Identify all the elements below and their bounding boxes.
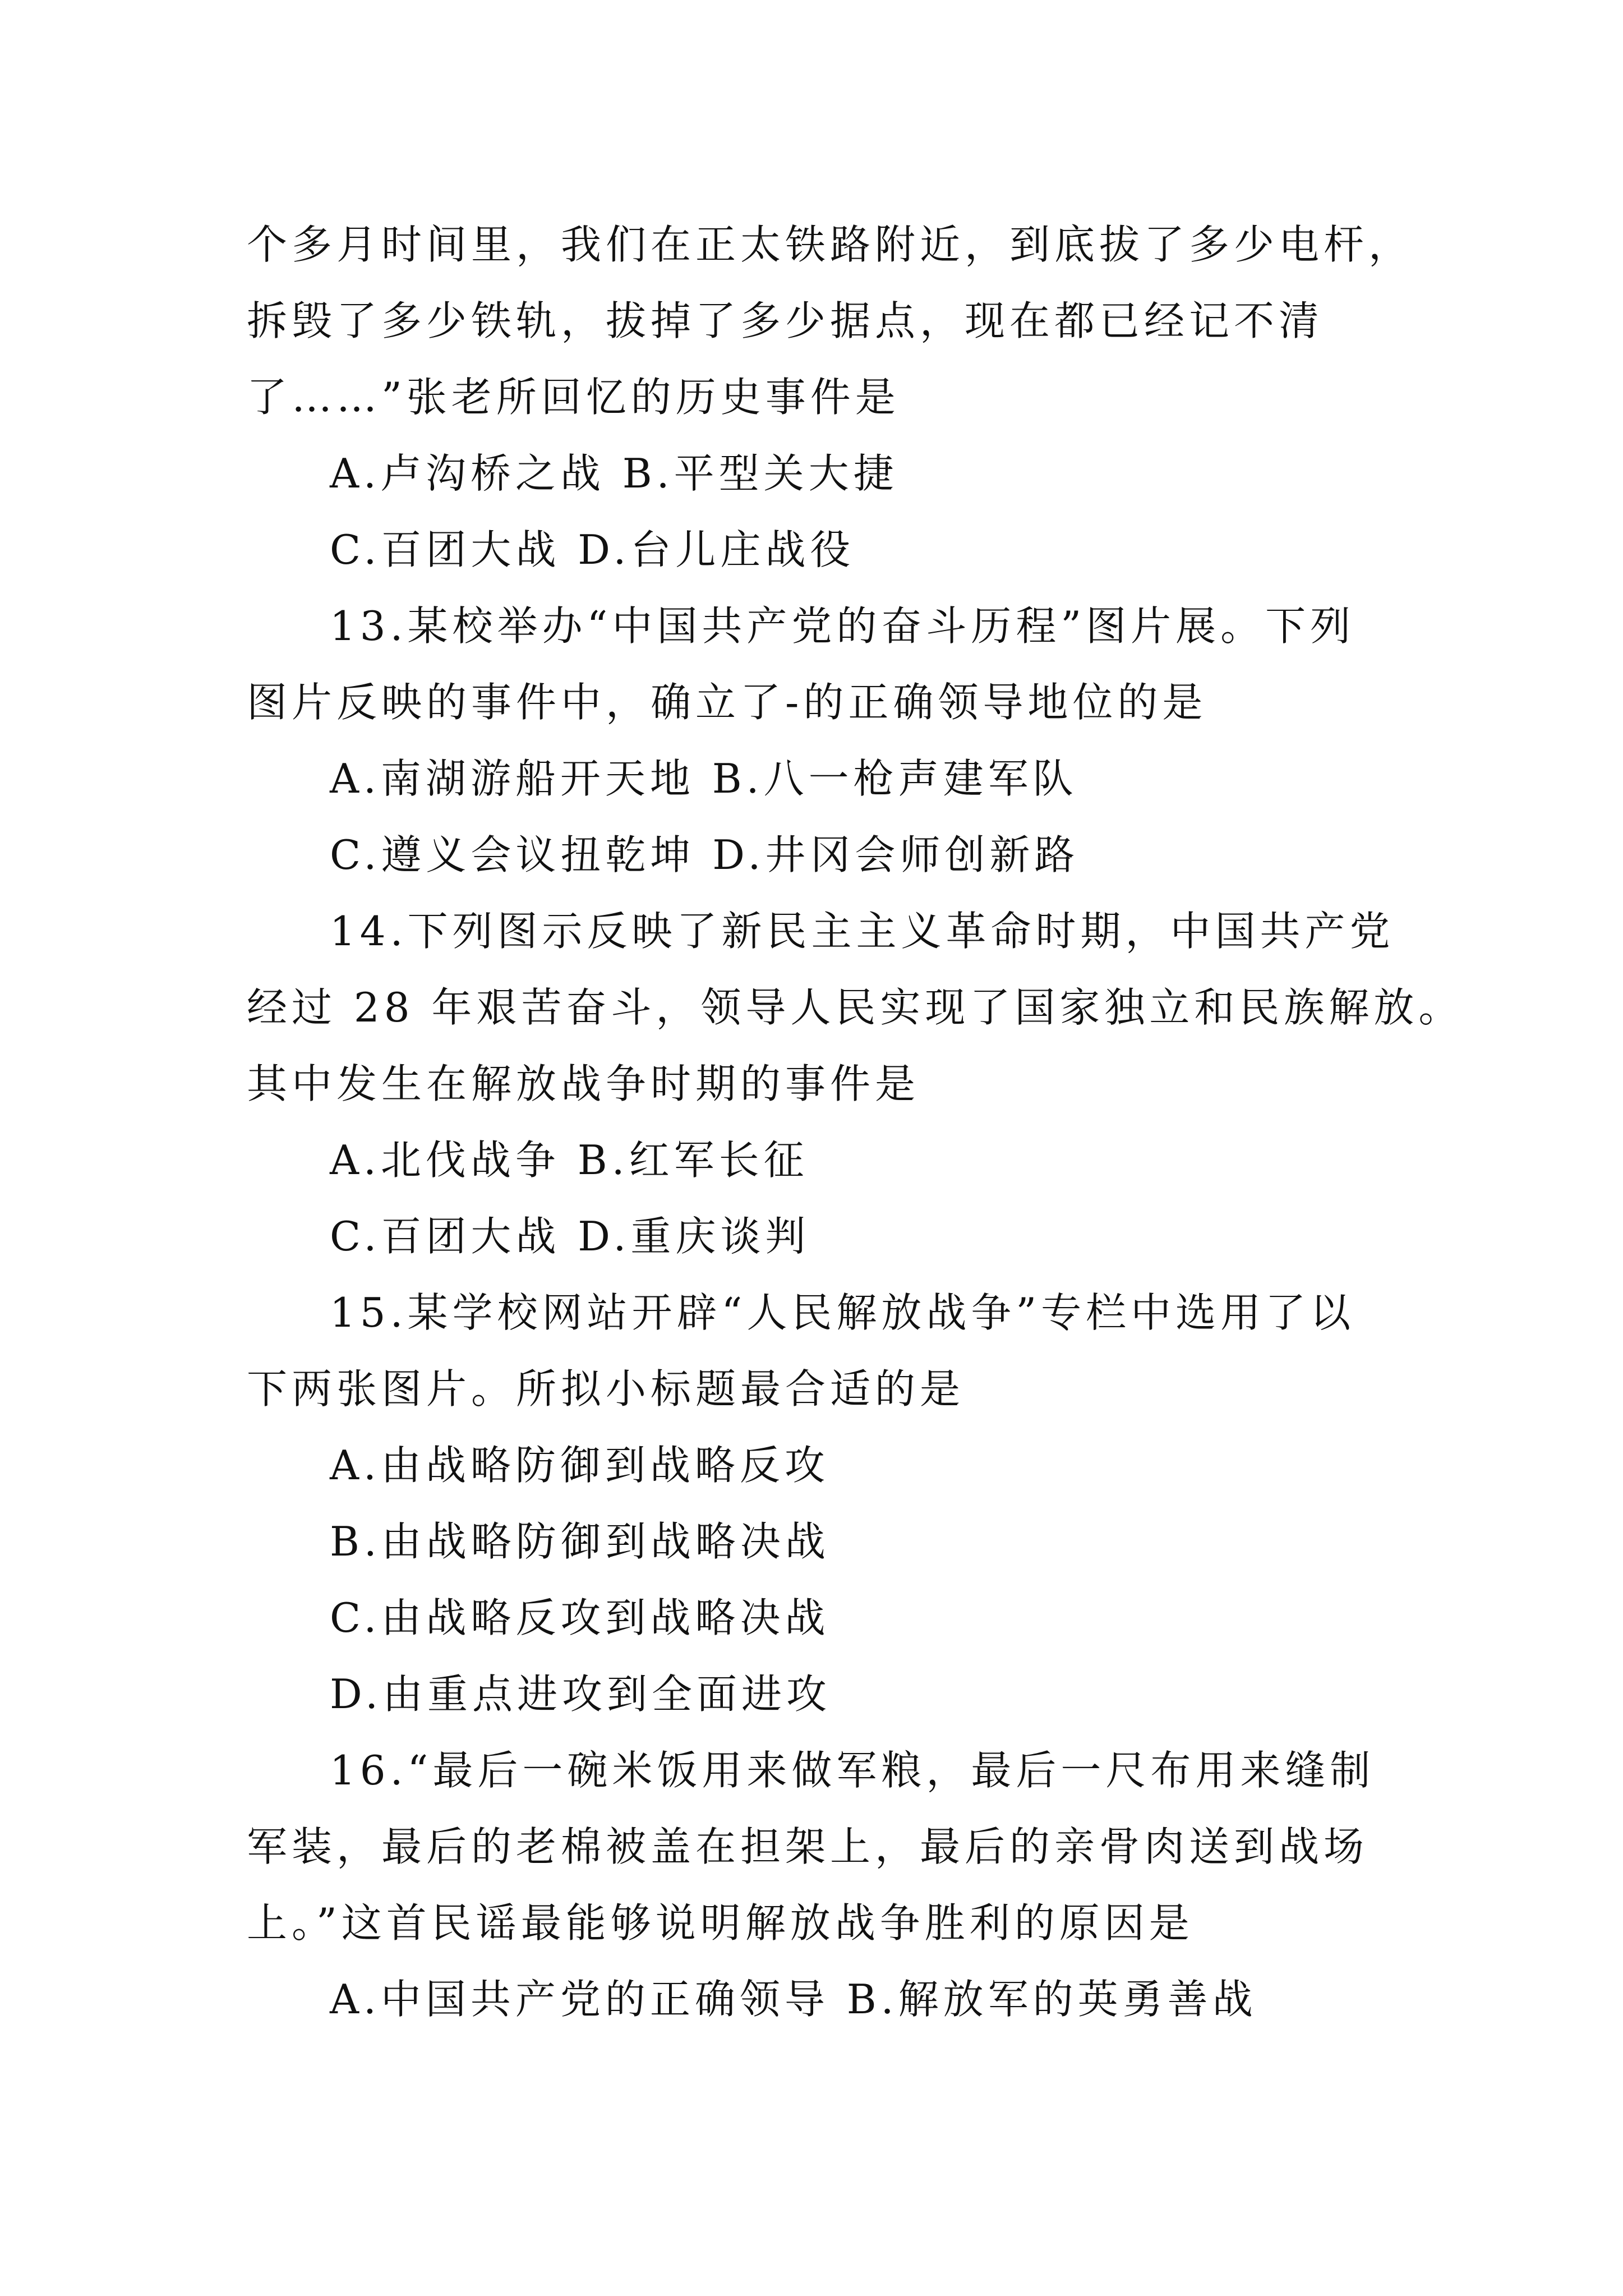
text-line: 上。”这首民谣最能够说明解放战争胜利的原因是 (247, 1899, 1194, 1947)
text-line: 下两张图片。所拟小标题最合适的是 (247, 1365, 965, 1412)
question-15: 15.某学校网站开辟“人民解放战争”专栏中选用了以 (330, 1289, 1355, 1336)
text-line: 个多月时间里，我们在正太铁路附近，到底拔了多少电杆， (247, 221, 1414, 268)
option-line: A.南湖游船开天地 B.八一枪声建军队 (330, 755, 1078, 802)
text-line: 军装，最后的老棉被盖在担架上，最后的亲骨肉送到战场 (247, 1823, 1369, 1870)
option-line: A.由战略防御到战略反攻 (330, 1442, 829, 1489)
option-line: C.百团大战 D.台儿庄战役 (330, 526, 855, 573)
text-line: 图片反映的事件中，确立了-的正确领导地位的是 (247, 679, 1207, 726)
option-line: A.北伐战争 B.红军长征 (330, 1137, 809, 1184)
text-line: 经过 28 年艰苦奋斗，领导人民实现了国家独立和民族解放。 (247, 984, 1464, 1031)
option-line: A.中国共产党的正确领导 B.解放军的英勇善战 (330, 1976, 1257, 2023)
option-line: B.由战略防御到战略决战 (330, 1518, 830, 1565)
text-line: 其中发生在解放战争时期的事件是 (247, 1060, 920, 1107)
question-14: 14.下列图示反映了新民主主义革命时期，中国共产党 (330, 908, 1395, 955)
option-line: C.由战略反攻到战略决战 (330, 1594, 830, 1641)
text-line: 拆毁了多少铁轨，拔掉了多少据点，现在都已经记不清 (247, 297, 1324, 344)
text-line: 了……”张老所回忆的历史事件是 (247, 374, 900, 421)
question-13: 13.某校举办“中国共产党的奋斗历程”图片展。下列 (330, 602, 1355, 650)
question-16: 16.“最后一碗米饭用来做军粮，最后一尺布用来缝制 (330, 1747, 1375, 1794)
option-line: C.遵义会议扭乾坤 D.井冈会师创新路 (330, 831, 1080, 878)
option-line: D.由重点进攻到全面进攻 (330, 1671, 832, 1718)
option-line: A.卢沟桥之战 B.平型关大捷 (330, 450, 898, 497)
option-line: C.百团大战 D.重庆谈判 (330, 1213, 810, 1260)
